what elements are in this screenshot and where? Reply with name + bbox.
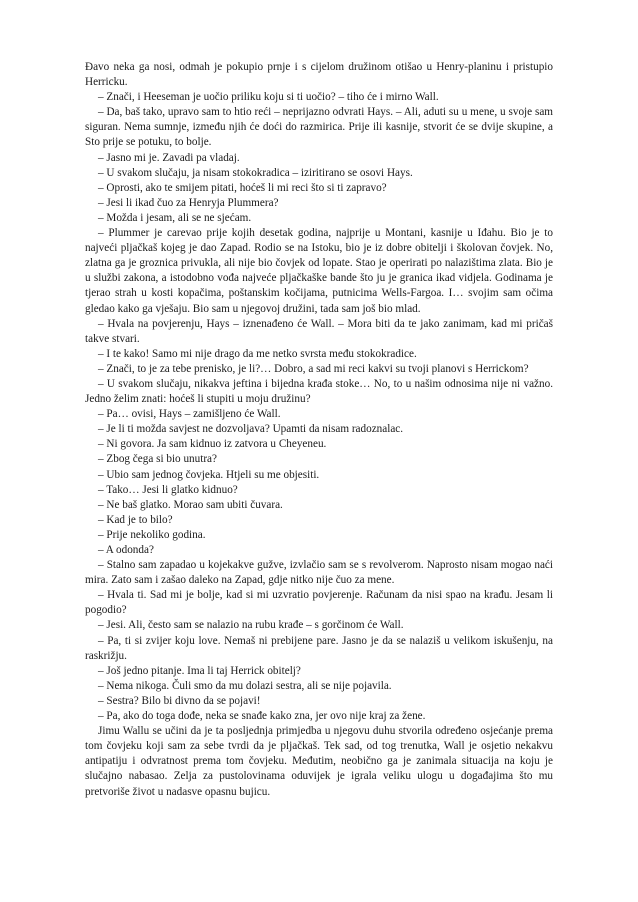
paragraph: – Zbog čega si bio unutra?: [98, 453, 217, 466]
paragraph: Jimu Wallu se učini da je ta posljednja primjedba u njegovu duhu stvorila određeno osjećanje prema tom čovjeku koji sam za sebe tvrdi da je pljačkaš. Tek sad, od tog trenutka, Wall je osjetio nekakvu antipatiju i odvratnost prema tom čovjeku. Međutim, neobično ga je zanimala situacija na koju je slučajno nabasao. Zelja za pustolovinama oduvijek je igrala veliku ulogu u događajima što mu pretvoriše život u nadasve opasnu bujicu.: [85, 725, 553, 798]
paragraph: – Pa, ako do toga dođe, neka se snađe kako zna, jer ovo nije kraj za žene.: [98, 710, 426, 723]
paragraph: – I te kako! Samo mi nije drago da me netko svrsta među stokokradice.: [98, 347, 417, 360]
paragraph: – Da, baš tako, upravo sam to htio reći – neprijazno odvrati Hays. – Ali, aduti su u mene, u svoje sam siguran. Nema sumnje, između njih će doći do razmirica. Prije ili kasnije, stvorit će se dvije skupine, a Sto prije se potuku, to bolje.: [85, 106, 553, 149]
paragraph: – Sestra? Bilo bi divno da se pojavi!: [98, 694, 261, 707]
paragraph: – Pa… ovisi, Hays – zamišljeno će Wall.: [98, 408, 281, 421]
paragraph: – Kad je to bilo?: [98, 513, 173, 526]
paragraph: – U svakom slučaju, nikakva jeftina i bijedna krađa stoke… No, to u našim odnosima nije ni važno. Jedno želim znati: hoćeš li stupiti u moju družinu?: [85, 377, 553, 406]
paragraph: – Ubio sam jednog čovjeka. Htjeli su me objesiti.: [98, 468, 320, 481]
paragraph: – U svakom slučaju, ja nisam stokokradica – iziritirano se osovi Hays.: [98, 166, 413, 179]
paragraph: – Hvala na povjerenju, Hays – iznenađeno će Wall. – Mora biti da te jako zanimam, kad mi pričaš takve stvari.: [85, 317, 553, 345]
paragraph: – Ne baš glatko. Morao sam ubiti čuvara.: [98, 498, 283, 511]
paragraph: Đavo neka ga nosi, odmah je pokupio prnje i s cijelom družinom otišao u Henry-planinu i pristupio Herricku.: [85, 61, 553, 89]
document-page: [85, 60, 553, 800]
paragraph: – Jesi li ikad čuo za Henryja Plummera?: [98, 196, 279, 209]
paragraph: – Oprosti, ako te smijem pitati, hoćeš li mi reci što si ti zapravo?: [98, 181, 387, 194]
paragraph: – Znači, i Heeseman je uočio priliku koju si ti uočio? – tiho će i mirno Wall.: [98, 91, 439, 104]
paragraph: – Hvala ti. Sad mi je bolje, kad si mi uzvratio povjerenje. Računam da nisi spao na krađu. Jesam li pogodio?: [85, 589, 553, 617]
paragraph: – Stalno sam zapadao u kojekakve gužve, izvlačio sam se s revolverom. Naprosto nisam mogao naći mira. Zato sam i zašao daleko na Zapad, gdje nitko nije čuo za mene.: [85, 559, 553, 587]
paragraph: – Pa, ti si zvijer koju love. Nemaš ni prebijene pare. Jasno je da se nalaziš u velikom iskušenju, na raskrižju.: [85, 634, 553, 662]
paragraph: – Jasno mi je. Zavadi pa vladaj.: [98, 151, 240, 164]
paragraph: – A odonda?: [98, 544, 154, 556]
paragraph: – Možda i jesam, ali se ne sjećam.: [98, 211, 252, 224]
paragraph: – Znači, to je za tebe prenisko, je li?… Dobro, a sad mi reci kakvi su tvoji planovi s Herrickom?: [98, 362, 529, 375]
paragraph: – Tako… Jesi li glatko kidnuo?: [98, 483, 238, 496]
paragraph: – Nema nikoga. Čuli smo da mu dolazi sestra, ali se nije pojavila.: [98, 679, 392, 692]
paragraph: – Ni govora. Ja sam kidnuo iz zatvora u Cheyeneu.: [98, 438, 327, 451]
paragraph: – Plummer je carevao prije kojih desetak godina, najprije u Montani, kasnije u Iđahu. Bio je to najveći pljačkaš kojeg je dao Zapad. Rodio se na Istoku, bio je iz dobre obitelji i školovan čovjek. No, zlatna ga je groznica privukla, ali nije bio čovjek od lopate. Stao je operirati po nalazištima zlata. Bio je u službi zakona, a istodobno vođa najveće pljačkaške bande što ju je granica ikad vidjela. Godinama je tjerao strah u kosti kopačima, poštanskim kočijama, putnicima Wells-Fargoa. I… svojim sam očima gledao kako ga vješaju. Bio sam u njegovoj družini, tada sam još bio mlad.: [85, 227, 553, 315]
paragraph: – Jesi. Ali, često sam se nalazio na rubu krađe – s gorčinom će Wall.: [98, 619, 404, 632]
paragraph: – Još jedno pitanje. Ima li taj Herrick obitelj?: [98, 664, 301, 677]
paragraph: – Prije nekoliko godina.: [98, 528, 206, 541]
paragraph: – Je li ti možda savjest ne dozvoljava? Upamti da nisam radoznalac.: [98, 423, 404, 436]
